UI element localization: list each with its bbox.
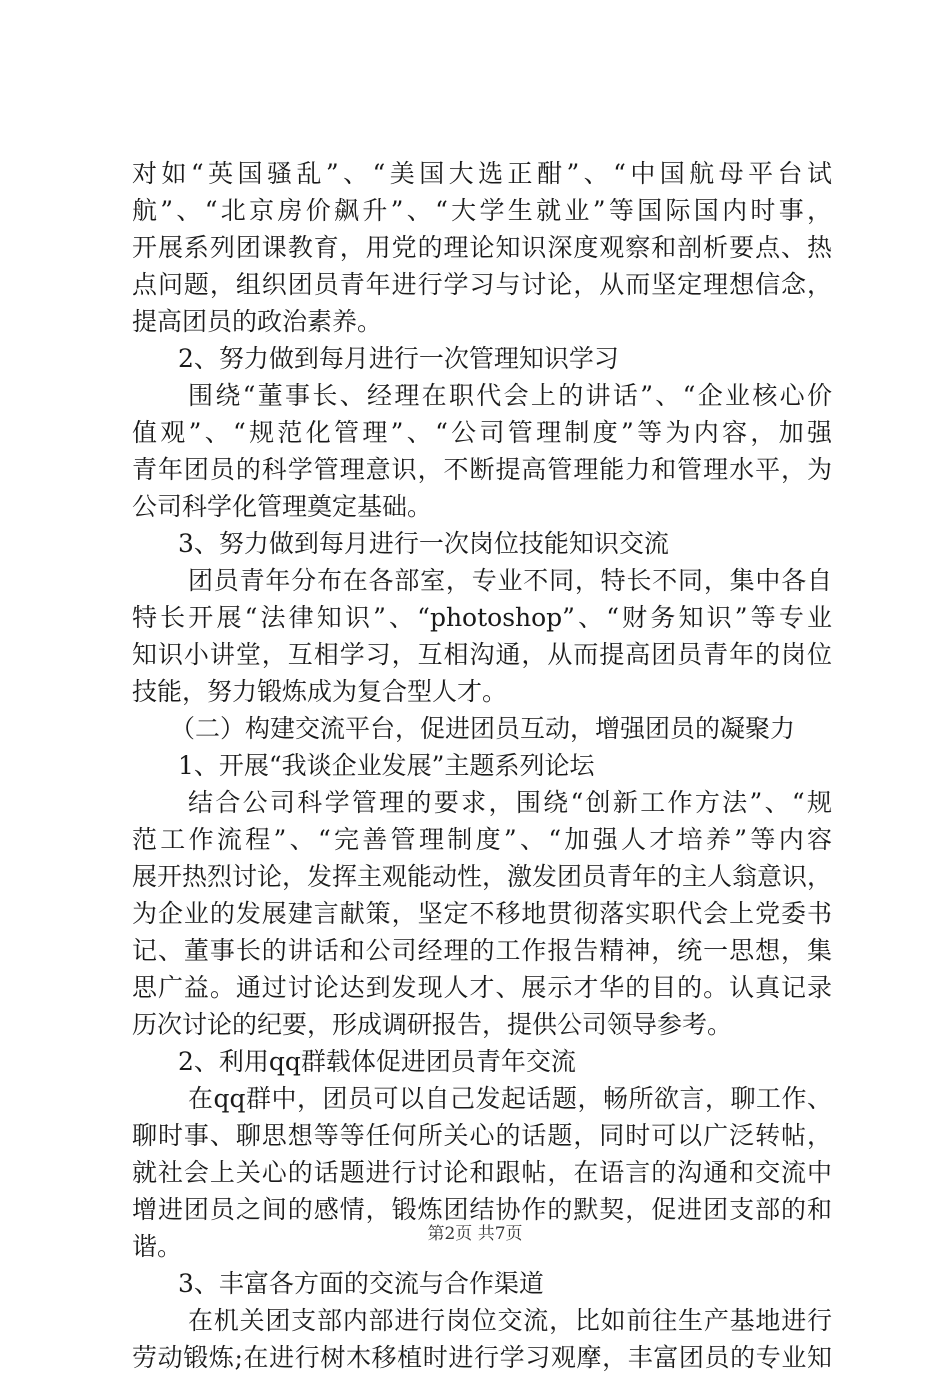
text-line: 技能，努力锻炼成为复合型人才。 [132, 677, 508, 706]
text-line: 知识小讲堂，互相学习，互相沟通，从而提高团员青年的岗位 [132, 640, 832, 669]
text-line: 公司科学化管理奠定基础。 [132, 492, 433, 521]
text-line: （二）构建交流平台，促进团员互动，增强团员的凝聚力 [170, 714, 796, 743]
text-line: 对如“英国骚乱”、“美国大选正酣”、“中国航母平台试 [132, 159, 832, 188]
text-line: 提高团员的政治素养。 [132, 307, 383, 336]
text-line: 就社会上关心的话题进行讨论和跟帖，在语言的沟通和交流中 [132, 1158, 832, 1187]
text-line: 开展系列团课教育，用党的理论知识深度观察和剖析要点、热 [132, 233, 832, 262]
page-footer: 第2页 共7页 [427, 1224, 523, 1244]
text-line: 范工作流程”、“完善管理制度”、“加强人才培养”等内容 [132, 825, 832, 854]
text-line: 2、利用qq群载体促进团员青年交流 [178, 1047, 576, 1076]
text-line: 记、董事长的讲话和公司经理的工作报告精神，统一思想，集 [132, 936, 832, 965]
text-line: 2、努力做到每月进行一次管理知识学习 [178, 344, 619, 373]
text-line: 在机关团支部内部进行岗位交流，比如前往生产基地进行 [188, 1306, 832, 1335]
text-line: 聊时事、聊思想等等任何所关心的话题，同时可以广泛转帖， [132, 1121, 832, 1150]
text-line: 劳动锻炼;在进行树木移植时进行学习观摩，丰富团员的专业知 [132, 1343, 832, 1372]
text-line: 围绕“董事长、经理在职代会上的讲话”、“企业核心价 [188, 381, 832, 410]
text-line: 点问题，组织团员青年进行学习与讨论，从而坚定理想信念， [132, 270, 832, 299]
text-line: 3、努力做到每月进行一次岗位技能知识交流 [178, 529, 669, 558]
text-line: 结合公司科学管理的要求，围绕“创新工作方法”、“规 [188, 788, 832, 817]
text-line: 为企业的发展建言献策，坚定不移地贯彻落实职代会上党委书 [132, 899, 832, 928]
text-line: 1、开展“我谈企业发展”主题系列论坛 [178, 751, 595, 780]
text-line: 特长开展“法律知识”、“photoshop”、“财务知识”等专业 [132, 603, 832, 632]
text-line: 航”、“北京房价飙升”、“大学生就业”等国际国内时事， [132, 196, 832, 225]
text-line: 在qq群中，团员可以自己发起话题，畅所欲言，聊工作、 [188, 1084, 832, 1113]
text-line: 增进团员之间的感情，锻炼团结协作的默契，促进团支部的和 [132, 1195, 832, 1224]
text-line: 思广益。通过讨论达到发现人才、展示才华的目的。认真记录 [132, 973, 832, 1002]
text-line: 历次讨论的纪要，形成调研报告，提供公司领导参考。 [132, 1010, 733, 1039]
text-line: 值观”、“规范化管理”、“公司管理制度”等为内容，加强 [132, 418, 832, 447]
text-line: 3、丰富各方面的交流与合作渠道 [178, 1269, 544, 1298]
body-text [132, 155, 832, 1376]
text-line: 谐。 [132, 1232, 183, 1261]
text-line: 展开热烈讨论，发挥主观能动性，激发团员青年的主人翁意识， [132, 862, 833, 891]
text-line: 青年团员的科学管理意识，不断提高管理能力和管理水平，为 [132, 455, 832, 484]
text-line: 团员青年分布在各部室，专业不同，特长不同，集中各自 [188, 566, 832, 595]
